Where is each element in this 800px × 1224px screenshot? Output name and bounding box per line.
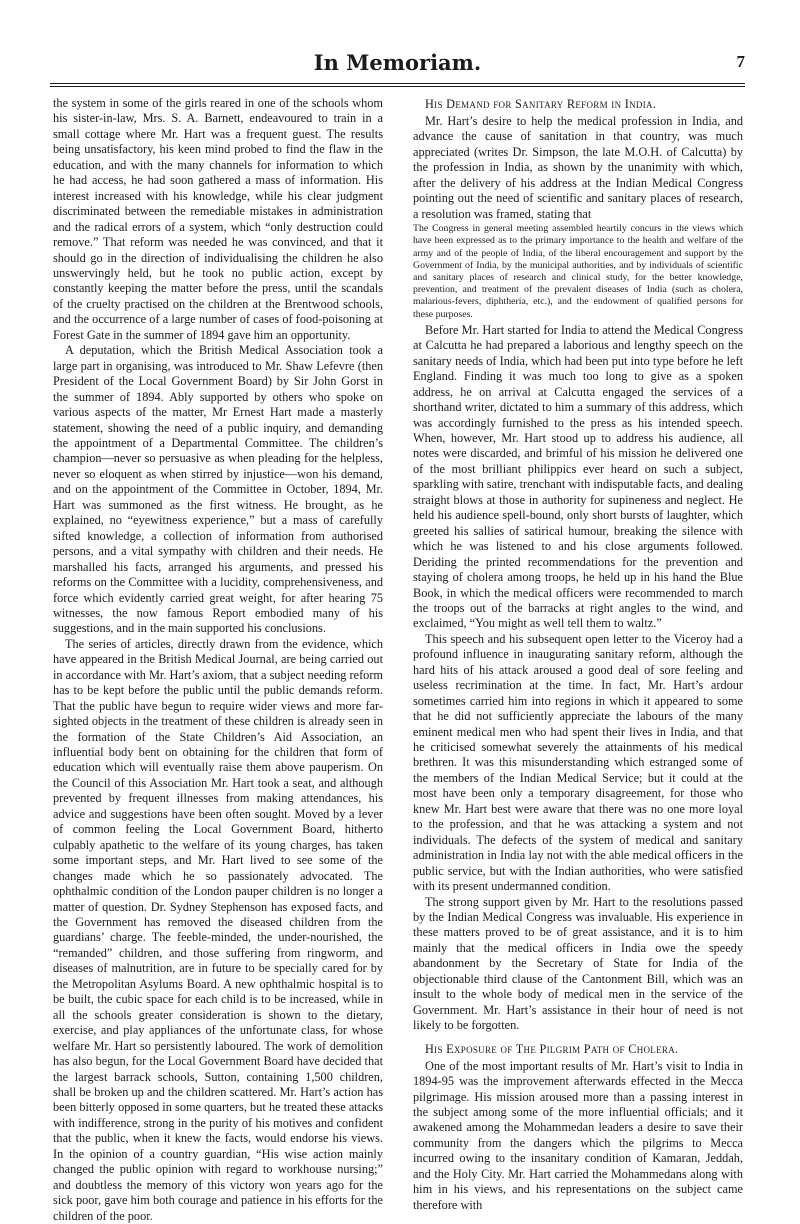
spacer (413, 1034, 743, 1041)
page-number: 7 (736, 52, 745, 71)
resolution-quote: The Congress in general meeting assembled heartily concurs in the views which have been expressed as to the primary importance to the health and welfare of the army and of the people of India, of the liberal encouragement and support by the Government of India, by the municipal authorities, and by individuals of scientific and sanitary places of research and clinical study, for the better knowledge, prevention, and treatment of the prevalent diseases of India (such as cholera, malarious-fevers, diphtheria, etc.), and the endowment of qualified persons for these purposes. (413, 223, 743, 320)
right-column (413, 96, 743, 1212)
left-column (53, 96, 383, 1223)
paragraph: One of the most important results of Mr. Hart’s visit to India in 1894-95 was the improvement afterwards effected in the Mecca pilgrimage. His mission aroused more than a passing interest in the subject among some of the more influential officials; and it awakened among the Mohammedan leaders a desire to save their community from the dangers which the pilgrims to Mecca incurred owing to the insanitary condition of Kamaran, Jeddah, and the Holy City. Mr. Hart carried the Mohammedans along with him in his views, and his representations on the subject came therefore with (413, 1058, 743, 1212)
paragraph: Mr. Hart’s desire to help the medical profession in India, and advance the cause of sanitation in that country, was much appreciated (writes Dr. Simpson, the late M.O.H. of Calcutta) by the profession in India, as shown by the unanimity with which, after the delivery of his address at the Indian Medical Congress pointing out the need of scientific and sanitary places of research, a resolution was framed, stating that (413, 114, 743, 221)
paragraph: This speech and his subsequent open letter to the Viceroy had a profound influence in inaugurating sanitary reform, although the hard hits of his attack aroused a good deal of sore feeling and useless recrimination at the time. In fact, Mr. Hart’s ardour sometimes carried him into regions in which it appeared to some that he did not sufficiently appreciate the labours of the many eminent medical men who had spent their lives in India, and that he criticised somewhat severely the attainments of his medical brethren. It was this misunderstanding which estranged some of the members of the Indian Medical Service; but it could at the most have been only a temporary disagreement, for those who knew Mr. Hart best were aware that there was no one more loyal to the profession, and that he was attacking a system and not individuals. The defects of the system of medical and sanitary administration in India lay not with the able medical officers in the public service, but with the Indian authorities, who were satisfied with its present undermanned condition. (413, 631, 743, 894)
paragraph: the system in some of the girls reared in one of the schools whom his sister-in-law, Mrs. S. A. Barnett, endeavoured to train in a small cottage where Mr. Hart was a frequent guest. The results being unsatisfactory, his keen mind probed to find the flaw in the education, and with the many channels for information to which he had access, he had soon gathered a mass of information. His interest increased with his knowledge, while his clear judgment discriminated between the remediable mistakes in administration and the radical errors of a system, which “only destruction could remove.” That reform was needed he was convinced, and that it should go in the direction of individualising the children he also unswervingly held, but he took no public action, except by constantly keeping the matter before the press, until the scandals of the cruelty practised on the children at the Brentwood schools, and the occurrence of a large number of cases of food-poisoning at Forest Gate in the summer of 1894 gave him an opportunity. (53, 96, 383, 342)
running-head (50, 50, 745, 76)
running-title: In Memoriam. (313, 50, 482, 75)
header-rule-bottom (50, 86, 745, 87)
section-heading: His Demand for Sanitary Reform in India. (425, 97, 657, 111)
paragraph: Before Mr. Hart started for India to attend the Medical Congress at Calcutta he had prepared a laborious and lengthy speech on the sanitary needs of India, which had been put into type before he left England. Finding it was much too long to give as a spoken address, he on arrival at Calcutta engaged the services of a shorthand writer, dictated to him a summary of this address, which was accordingly furnished to the press as his intended speech. When, however, Mr. Hart stood up to address his audience, all notes were discarded, and brimful of his mission he delivered one of the most brilliant philippics ever heard on such a subject, sparkling with satire, trenchant with indisputable facts, and dealing straight blows at those in authority for supineness and neglect. He held his audience spell-bound, only short bursts of laughter, which greeted his sallies of satirical humour, breaking the silence with which he was listened to and his close arguments followed. Deriding the printed recommendations for the prevention and staying of cholera among troops, he held up in his hand the Blue Book, in which the medical officers were recommended to march the troops out of the barracks at right angles to the wind, and exclaimed, “You might as well tell them to waltz.” (413, 322, 743, 631)
paragraph: A deputation, which the British Medical Association took a large part in organising, was introduced to Mr. Shaw Lefevre (then President of the Local Government Board) by Sir John Gorst in the summer of 1894. Ably supported by others who spoke on various aspects of the matter, Mr Ernest Hart made a masterly statement, showing the need of a public inquiry, and demanding the appointment of a Departmental Committee. The children’s champion—never so persuasive as when pleading for the helpless, never so eloquent as when stirred by injustice—won his demand, and on the appointment of the Committee in October, 1894, Mr. Hart was summoned as the first witness. He brought, as he explained, no “eyewitness experience,” but a mass of carefully sifted knowledge, a collection of information from authorised persons, and a vital sympathy with children and their needs. He marshalled his facts, arranged his arguments, and pressed his reforms on the Committee with a lucidity, comprehensiveness, and force which evidently carried great weight, for after hearing 75 witnesses, the now famous Report embodied many of his suggestions, and in the main supported his conclusions. (53, 343, 383, 636)
paragraph: The series of articles, directly drawn from the evidence, which have appeared in the British Medical Journal, are being carried out in accordance with Mr. Hart’s axiom, that a subject needing reform has to be kept before the public until the public demands reform. That the public have begun to require wider views and more far-sighted objects in the treatment of these children is already seen in the formation of the State Children’s Aid Association, an influential body bent on obtaining for the children that form of education which will eventually raise them above pauperism. On the Council of this Association Mr. Hart took a seat, and although prevented by frequent illnesses from making attendances, his advice and suggestions have been often sought. Moved by a lever of common feeling the Local Government Board, hitherto culpably apathetic to the welfare of its young charges, has taken some important steps, and Mr. Hart lived to see some of the changes made which he so passionately advocated. The ophthalmic condition of the London pauper children is no longer a matter of question. Dr. Sydney Stephenson has exposed facts, and the Government has removed the diseased children from the guardians’ charge. The feeble-minded, the under-nourished, the “remanded” children, and those suffering from ringworm, and diseases of malnutrition, are in future to be specially cared for by the Metropolitan Asylums Board. A new ophthalmic hospital is to be built, the cubic space for each child is to be increased, while in all the schools greater consideration is shown to the dietary, exercise, and play appliances of the unfortunate class, for whose welfare Mr. Hart so persistently laboured. The work of demolition has also begun, for the Local Government Board have decided that the largest barrack schools, Sutton, containing 1,500 children, shall be broken up and the children scattered. Mr. Hart’s action has been bitterly opposed in some quarters, but he treated these attacks with indifference, strong in the purity of his motives and confident that the public, when it knew the facts, would endorse his views. In the opinion of a country guardian, “His wise action mainly changed the public opinion with regard to workhouse nursing;” and doubtless the memory of this victory won years ago for the sick poor, gave him both courage and patience in his efforts for the children of the poor. (53, 636, 383, 1223)
section-heading: His Exposure of The Pilgrim Path of Cholera. (425, 1041, 679, 1056)
header-rule-top (50, 83, 745, 84)
paragraph: The strong support given by Mr. Hart to the resolutions passed by the Indian Medical Congress was invaluable. His experience in these matters proved to be of great assistance, and it is to him mainly that the medical officers in India owe the speedy abandonment by the Secretary of State for India of the objectionable third clause of the Cantonment Bill, which was an insult to the whole body of medical men in the service of the Government. Mr. Hart’s assistance in their hour of need is not likely to be forgotten. (413, 894, 743, 1033)
